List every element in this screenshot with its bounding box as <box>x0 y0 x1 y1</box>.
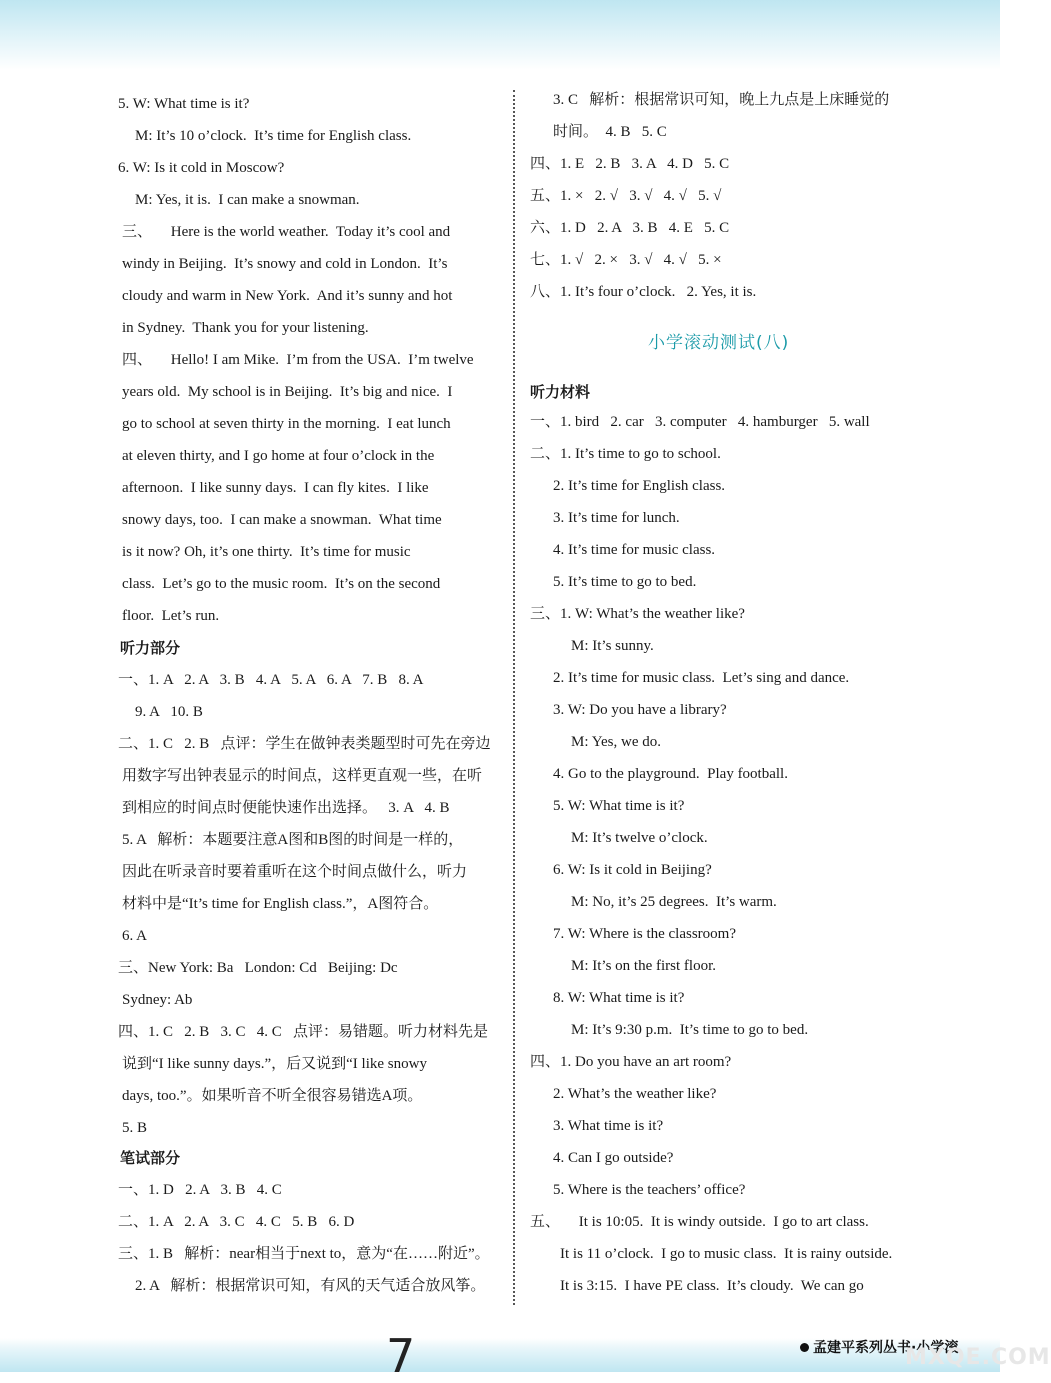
top-decorative-band <box>0 0 1000 70</box>
text-line: 6. W: Is it cold in Beijing? <box>553 862 712 878</box>
text-line: 一、1. bird 2. car 3. computer 4. hamburger 5. wall <box>530 414 870 430</box>
text-line: afternoon. I like sunny days. I can fly kites. I like <box>122 480 429 496</box>
text-line: M: It’s on the first floor. <box>571 958 716 974</box>
text-line: 2. A 解析：根据常识可知，有风的天气适合放风筝。 <box>135 1278 486 1294</box>
text-line: It is 3:15. I have PE class. It’s cloudy. We can go <box>560 1278 864 1294</box>
text-line: 5. W: What time is it? <box>118 96 250 112</box>
section-heading: 听力部分 <box>120 639 181 657</box>
text-line: 三、 Here is the world weather. Today it’s cool and <box>122 224 451 240</box>
text-line: 6. A <box>122 928 148 944</box>
text-line: 8. W: What time is it? <box>553 990 685 1006</box>
text-line: 四、1. Do you have an art room? <box>530 1054 732 1070</box>
text-line: 四、1. E 2. B 3. A 4. D 5. C <box>530 156 730 172</box>
section-title: 小学滚动测试(八) <box>648 333 790 353</box>
text-line: in Sydney. Thank you for your listening. <box>122 320 369 336</box>
text-line: days, too.”。如果听音不听全很容易错选A项。 <box>122 1088 423 1104</box>
text-line: 5. It’s time to go to bed. <box>553 574 697 590</box>
column-divider <box>513 90 515 1305</box>
text-line: 5. Where is the teachers’ office? <box>553 1182 746 1198</box>
text-line: M: No, it’s 25 degrees. It’s warm. <box>571 894 777 910</box>
text-line: 三、New York: Ba London: Cd Beijing: Dc <box>118 960 398 976</box>
text-line: M: It’s sunny. <box>571 638 654 654</box>
text-line: 9. A 10. B <box>135 704 203 720</box>
text-line: floor. Let’s run. <box>122 608 220 624</box>
text-line: 二、1. It’s time to go to school. <box>530 446 721 462</box>
text-line: M: It’s 9:30 p.m. It’s time to go to bed. <box>571 1022 809 1038</box>
bullet-icon <box>800 1343 809 1352</box>
text-line: M: Yes, it is. I can make a snowman. <box>135 192 360 208</box>
text-line: 3. It’s time for lunch. <box>553 510 680 526</box>
text-line: It is 11 o’clock. I go to music class. It is rainy outside. <box>560 1246 893 1262</box>
text-line: M: It’s twelve o’clock. <box>571 830 708 846</box>
text-line: 4. Go to the playground. Play football. <box>553 766 788 782</box>
text-line: 二、1. A 2. A 3. C 4. C 5. B 6. D <box>118 1214 355 1230</box>
text-line: 到相应的时间点时便能快速作出选择。 3. A 4. B <box>122 800 450 816</box>
text-line: 二、1. C 2. B 点评：学生在做钟表类题型时可先在旁边 <box>118 736 491 752</box>
text-line: 2. What’s the weather like? <box>553 1086 717 1102</box>
text-line: 2. It’s time for music class. Let’s sing and dance. <box>553 670 850 686</box>
text-line: 用数字写出钟表显示的时间点，这样更直观一些，在听 <box>122 768 483 784</box>
text-line: 八、1. It’s four o’clock. 2. Yes, it is. <box>530 284 757 300</box>
text-line: 材料中是“It’s time for English class.”，A图符合。 <box>122 896 439 912</box>
text-line: 5. A 解析：本题要注意A图和B图的时间是一样的， <box>122 832 464 848</box>
text-line: 4. Can I go outside? <box>553 1150 674 1166</box>
text-line: 四、1. C 2. B 3. C 4. C 点评：易错题。听力材料先是 <box>118 1024 489 1040</box>
text-line: 时间。 4. B 5. C <box>553 124 667 140</box>
text-line: 2. It’s time for English class. <box>553 478 726 494</box>
text-line: 四、 Hello! I am Mike. I’m from the USA. I’m twelve <box>122 352 474 368</box>
text-line: is it now? Oh, it’s one thirty. It’s time for music <box>122 544 411 560</box>
text-line: 6. W: Is it cold in Moscow? <box>118 160 285 176</box>
text-line: 3. W: Do you have a library? <box>553 702 727 718</box>
text-line: 3. C 解析：根据常识可知，晚上九点是上床睡觉的 <box>553 92 890 108</box>
section-heading: 听力材料 <box>530 383 591 401</box>
text-line: 4. It’s time for music class. <box>553 542 716 558</box>
text-line: 一、1. D 2. A 3. B 4. C <box>118 1182 282 1198</box>
text-line: 5. W: What time is it? <box>553 798 685 814</box>
text-line: go to school at seven thirty in the morning. I eat lunch <box>122 416 451 432</box>
text-line: 六、1. D 2. A 3. B 4. E 5. C <box>530 220 730 236</box>
text-line: 3. What time is it? <box>553 1118 664 1134</box>
text-line: 三、1. B 解析：near相当于next to，意为“在……附近”。 <box>118 1246 490 1262</box>
text-line: 三、1. W: What’s the weather like? <box>530 606 745 622</box>
section-heading: 笔试部分 <box>120 1149 181 1167</box>
text-line: 说到“I like sunny days.”，后又说到“I like snowy <box>122 1056 427 1072</box>
text-line: class. Let’s go to the music room. It’s on the second <box>122 576 441 592</box>
series-text: 孟建平系列丛书·小学滚 <box>813 1340 959 1356</box>
text-line: M: It’s 10 o’clock. It’s time for English class. <box>135 128 412 144</box>
text-line: 五、 It is 10:05. It is windy outside. I go to art class. <box>530 1214 869 1230</box>
text-line: at eleven thirty, and I go home at four o’clock in the <box>122 448 435 464</box>
text-line: windy in Beijing. It’s snowy and cold in London. It’s <box>122 256 448 272</box>
text-line: snowy days, too. I can make a snowman. What time <box>122 512 442 528</box>
text-line: 一、1. A 2. A 3. B 4. A 5. A 6. A 7. B 8. A <box>118 672 424 688</box>
page-number: 7 <box>386 1329 416 1383</box>
text-line: 因此在听录音时要着重听在这个时间点做什么，听力 <box>122 864 468 880</box>
text-line: years old. My school is in Beijing. It’s big and nice. I <box>122 384 453 400</box>
watermark: MXQE.COM <box>905 1345 1051 1370</box>
text-line: 七、1. √ 2. × 3. √ 4. √ 5. × <box>530 252 722 268</box>
text-line: 7. W: Where is the classroom? <box>553 926 737 942</box>
text-line: cloudy and warm in New York. And it’s sunny and hot <box>122 288 453 304</box>
text-line: 五、1. × 2. √ 3. √ 4. √ 5. √ <box>530 188 722 204</box>
text-line: M: Yes, we do. <box>571 734 662 750</box>
text-line: Sydney: Ab <box>122 992 193 1008</box>
text-line: 5. B <box>122 1120 148 1136</box>
